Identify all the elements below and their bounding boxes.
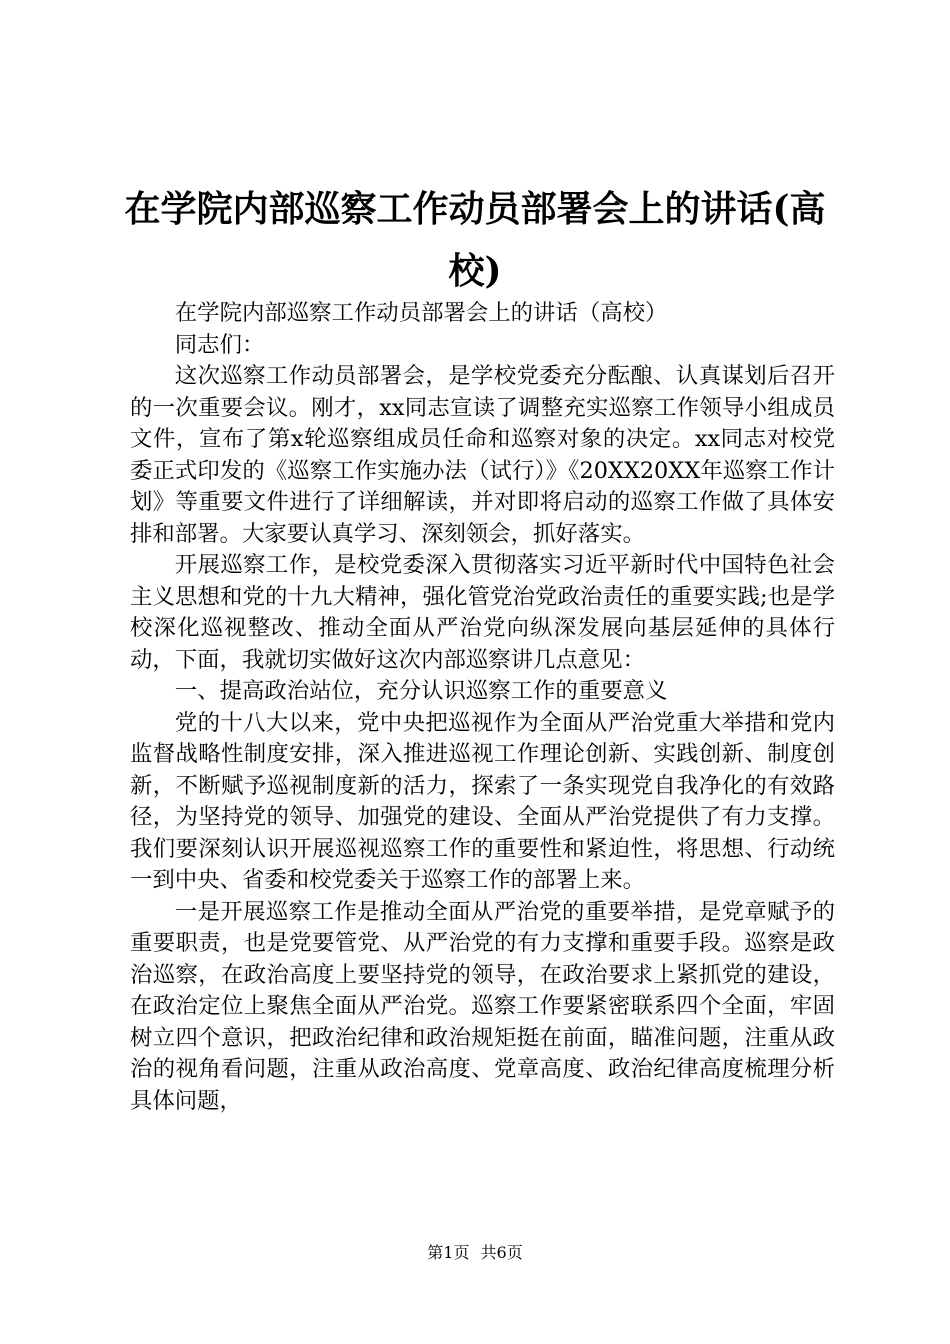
section-heading: 一、提高政治站位，充分认识巡察工作的重要意义 (174, 678, 668, 704)
document-body (130, 298, 835, 1117)
salutation-paragraph: 同志们： (174, 331, 265, 358)
page-number: 第1页 (427, 1243, 470, 1262)
body-paragraph: 开展巡察工作，是校党委深入贯彻落实习近平新时代中国特色社会主义思想和党的十九大精神，强化管党治党政治责任的重要实践;也是学校深化巡视整改、推动全面从严治党向纵深发展向基层延伸的具体行动，下面，我就切实做好这次内部巡察讲几点意见： (130, 552, 835, 673)
body-paragraph: 党的十八大以来，党中央把巡视作为全面从严治党重大举措和党内监督战略性制度安排，深入推进巡视工作理论创新、实践创新、制度创新，不断赋予巡视制度新的活力，探索了一条实现党自我净化的有效路径，为坚持党的领导、加强党的建设、全面从严治党提供了有力支撑。我们要深刻认识开展巡视巡察工作的重要性和紧迫性，将思想、行动统一到中央、省委和校党委关于巡察工作的部署上来。 (130, 709, 835, 893)
subtitle-paragraph: 在学院内部巡察工作动员部署会上的讲话（高校） (174, 300, 668, 326)
document-title: 在学院内部巡察工作动员部署会上的讲话(高校) (124, 188, 826, 292)
page-total: 共6页 (480, 1243, 523, 1262)
body-paragraph: 一是开展巡察工作是推动全面从严治党的重要举措，是党章赋予的重要职责，也是党要管党、从严治党的有力支撑和重要手段。巡察是政治巡察，在政治高度上要坚持党的领导，在政治要求上紧抓党的建设，在政治定位上聚焦全面从严治党。巡察工作要紧密联系四个全面，牢固树立四个意识，把政治纪律和政治规矩挺在前面，瞄准问题，注重从政治的视角看问题，注重从政治高度、党章高度、政治纪律高度梳理分析具体问题， (130, 898, 835, 1114)
body-paragraph: 这次巡察工作动员部署会，是学校党委充分酝酿、认真谋划后召开的一次重要会议。刚才，xx同志宣读了调整充实巡察工作领导小组成员文件，宣布了第x轮巡察组成员任命和巡察对象的决定。xx同志对校党委正式印发的《巡察工作实施办法（试行）》《20XX20XX年巡察工作计划》等重要文件进行了详细解读，并对即将启动的巡察工作做了具体安排和部署。大家要认真学习、深刻领会，抓好落实。 (130, 363, 835, 547)
page-footer (0, 1243, 950, 1263)
